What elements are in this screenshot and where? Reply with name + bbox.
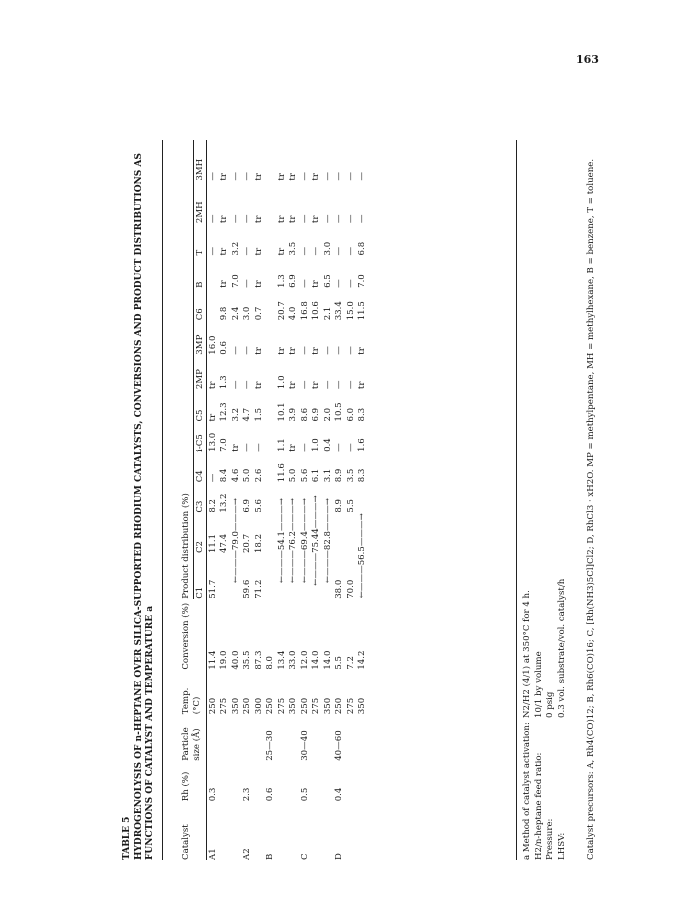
table-row	[242, 140, 254, 860]
cell-value: 0.6	[219, 341, 230, 355]
cell-value	[265, 452, 277, 482]
cell-catalyst: A2	[242, 848, 253, 860]
cell-value	[345, 513, 357, 553]
cell-value: —	[345, 279, 356, 288]
cell-value: —	[334, 443, 345, 452]
cell-rh: 0.6	[265, 787, 276, 802]
cell-value: 3.0	[322, 241, 333, 256]
cell-catalyst	[219, 801, 231, 860]
cell-value: 8.9	[334, 468, 345, 483]
cell-particle	[322, 714, 334, 761]
cell-value: tr	[219, 173, 230, 181]
cell-value: 5.5	[345, 498, 356, 513]
cell-value: —	[230, 172, 241, 181]
cell-value: 7.0	[219, 438, 230, 452]
col-header: C6	[194, 308, 205, 321]
cell-value: 2.1	[322, 306, 333, 321]
cell-value: 47.4	[219, 533, 230, 554]
note-key: Pressure:	[545, 818, 555, 860]
cell-span-value: ←———69.4———→	[299, 497, 310, 584]
cell-value: 5.6	[253, 498, 264, 513]
cell-span-value: ←———82.8———→	[322, 497, 333, 584]
cell-value: 1.5	[253, 407, 264, 422]
cell-value: 1.0	[276, 375, 287, 390]
cell-value: 3.2	[230, 407, 241, 422]
cell-value: 6.1	[311, 468, 322, 483]
cell-conv: 14.0	[311, 650, 322, 670]
cell-value: —	[299, 346, 310, 355]
cell-value: tr	[207, 413, 218, 422]
cell-value: —	[322, 172, 333, 181]
cell-value: —	[334, 172, 345, 181]
cell-value: 6.9	[288, 274, 299, 288]
cell-particle	[242, 714, 254, 761]
cell-value: 9.8	[219, 306, 230, 321]
cell-value: 6.9	[311, 407, 322, 422]
cell-value	[265, 320, 277, 354]
cell-span-value: ←———54.1———→	[276, 497, 287, 584]
cell-particle	[219, 714, 231, 761]
cell-value	[265, 223, 277, 255]
cell-value	[219, 553, 231, 599]
cell-value: 1.0	[311, 438, 322, 452]
cell-value: 3.2	[230, 241, 241, 256]
cell-rh	[322, 761, 334, 802]
cell-value: —	[253, 443, 264, 452]
cell-value: 3.5	[345, 468, 356, 483]
cell-value: 3.0	[242, 306, 253, 321]
cell-value: —	[345, 214, 356, 224]
cell-particle	[311, 714, 323, 761]
cell-value: 0.4	[322, 438, 333, 452]
cell-value: 6.8	[357, 241, 368, 256]
col-header: B	[194, 281, 205, 288]
cell-value: 4.6	[230, 468, 241, 483]
cell-conv: 12.0	[299, 650, 310, 670]
cell-value: tr	[311, 173, 322, 181]
cell-value: 20.7	[242, 533, 253, 554]
note-key: a Method of catalyst activation:	[522, 722, 532, 860]
cell-catalyst: C	[299, 853, 310, 860]
cell-value: 7.0	[230, 274, 241, 288]
footnotes	[522, 140, 568, 860]
cell-value: —	[242, 443, 253, 452]
cell-value: —	[345, 346, 356, 355]
table-row	[322, 140, 334, 860]
cell-temp: 350	[357, 697, 368, 715]
table-row	[276, 140, 288, 860]
cell-rh: 2.3	[242, 787, 253, 802]
cell-particle: 40—60	[334, 730, 345, 761]
cell-value: 20.7	[276, 301, 287, 321]
cell-temp: 275	[311, 697, 322, 715]
cell-value: 59.6	[242, 579, 253, 599]
cell-rh	[311, 761, 323, 802]
cell-value: 16.0	[207, 335, 218, 355]
cell-value: 5.0	[288, 468, 299, 483]
cell-value: 6.5	[322, 274, 333, 288]
hdr-rh: Rh (%)	[181, 771, 191, 802]
page-number: 163	[576, 53, 599, 66]
cell-conv: 14.2	[357, 650, 368, 670]
precursors-note: Catalyst precursors: A, Rh4(CO)12; B, Rh6(CO)16; C, [Rh(NH3)5Cl]Cl2; D, RhCl3 · xH2O. MP = methylpentane, MH = methylhexane, B = benzene, T = toluene.	[586, 158, 596, 860]
cell-conv: 8.0	[265, 656, 276, 670]
cell-value: tr	[311, 215, 322, 224]
cell-value: 0.7	[253, 306, 264, 321]
cell-value: 12.3	[219, 402, 230, 422]
cell-value: 10.1	[276, 402, 287, 422]
table-row	[253, 140, 265, 860]
table-row	[219, 140, 231, 860]
cell-value	[265, 355, 277, 389]
cell-value: tr	[288, 173, 299, 181]
cell-rh	[219, 761, 231, 802]
cell-span-value: ←———79.0———→	[230, 497, 241, 584]
cell-particle	[288, 714, 300, 761]
table-row	[207, 140, 219, 860]
table-row	[334, 140, 346, 860]
cell-catalyst	[357, 801, 369, 860]
cell-value: tr	[288, 444, 299, 452]
cell-value: 11.1	[207, 533, 218, 554]
cell-rh	[253, 761, 265, 802]
cell-value: tr	[357, 347, 368, 355]
cell-value: —	[207, 172, 218, 181]
cell-value: 5.0	[242, 468, 253, 483]
col-header: 2MP	[194, 369, 205, 390]
top-rule	[162, 140, 163, 860]
cell-value: 2.6	[253, 468, 264, 483]
cell-conv: 11.4	[207, 650, 218, 670]
cell-value: tr	[276, 347, 287, 355]
cell-value: tr	[253, 215, 264, 224]
cell-value: tr	[253, 280, 264, 288]
hdr-particle: Particle size (Å)	[181, 727, 202, 761]
cell-value	[265, 256, 277, 288]
cell-temp: 275	[276, 697, 287, 715]
cell-temp: 300	[253, 697, 264, 715]
cell-value: 8.3	[357, 407, 368, 422]
cell-value: tr	[276, 215, 287, 224]
cell-value: 71.2	[253, 579, 264, 599]
cell-catalyst	[230, 801, 242, 860]
table-label: TABLE 5	[122, 816, 132, 860]
cell-value: 5.6	[299, 468, 310, 483]
cell-conv: 14.0	[322, 650, 333, 670]
cell-value: —	[299, 214, 310, 224]
cell-conv: 87.3	[253, 650, 264, 670]
cell-span-value: ←———75.44———→	[311, 495, 322, 586]
cell-value	[207, 256, 219, 288]
cell-temp: 275	[345, 697, 356, 715]
cell-value: —	[334, 214, 345, 224]
cell-value: 10.5	[334, 402, 345, 422]
cell-temp: 275	[219, 697, 230, 715]
cell-value: 38.0	[334, 579, 345, 599]
cell-value: —	[299, 172, 310, 181]
col-header: 2MH	[194, 201, 205, 224]
table-row	[230, 140, 242, 860]
note-line	[534, 140, 546, 860]
cell-value: —	[345, 443, 356, 452]
cell-conv: 7.2	[345, 656, 356, 670]
cell-value: 3.1	[322, 468, 333, 483]
cell-value: tr	[253, 347, 264, 355]
col-header: C4	[194, 470, 205, 483]
cell-catalyst	[276, 801, 288, 860]
cell-value: —	[230, 346, 241, 355]
cell-value: —	[334, 346, 345, 355]
cell-rh	[357, 761, 369, 802]
cell-value: —	[242, 172, 253, 181]
cell-value: —	[242, 380, 253, 390]
cell-value: —	[322, 346, 333, 355]
cell-span-value: ←———76.2———→	[288, 497, 299, 584]
cell-value: 33.4	[334, 301, 345, 321]
cell-value	[265, 389, 277, 421]
cell-value: —	[357, 214, 368, 224]
cell-value: tr	[219, 280, 230, 288]
cell-value: 1.3	[219, 375, 230, 390]
cell-temp: 350	[230, 697, 241, 715]
cell-temp: 350	[322, 697, 333, 715]
cell-value: 51.7	[207, 579, 218, 599]
cell-catalyst	[345, 801, 357, 860]
cell-value: —	[207, 214, 218, 224]
cell-value: tr	[357, 381, 368, 390]
cell-value: —	[242, 246, 253, 256]
cell-value: —	[357, 172, 368, 181]
cell-value: —	[242, 279, 253, 288]
cell-value: —	[242, 214, 253, 224]
cell-catalyst: D	[334, 853, 345, 860]
cell-conv: 13.4	[276, 650, 287, 670]
cell-conv: 19.0	[219, 650, 230, 670]
cell-value: 4.0	[288, 306, 299, 321]
col-header: C2	[194, 540, 205, 554]
note-line	[557, 140, 569, 860]
cell-value	[265, 422, 277, 452]
cell-value: tr	[288, 381, 299, 390]
col-header: C3	[194, 500, 205, 513]
cell-value: 70.0	[345, 579, 356, 599]
cell-particle	[357, 714, 369, 761]
cell-value: tr	[207, 381, 218, 390]
cell-value: —	[207, 246, 218, 256]
table-row	[357, 140, 369, 860]
cell-rh	[230, 761, 242, 802]
note-line	[522, 140, 534, 860]
cell-value: tr	[276, 247, 287, 256]
cell-value: 11.6	[276, 463, 287, 483]
cell-catalyst: B	[265, 853, 276, 860]
cell-value	[334, 513, 346, 553]
cell-value: —	[334, 246, 345, 256]
cell-value: —	[345, 246, 356, 256]
cell-value: 15.0	[345, 301, 356, 321]
cell-value: —	[230, 214, 241, 224]
cell-conv: 35.5	[242, 650, 253, 670]
cell-particle	[276, 714, 288, 761]
cell-value: tr	[219, 247, 230, 256]
cell-value: 8.3	[357, 468, 368, 483]
note-value: N2/H2 (4/1) at 350°C for 4 h.	[522, 590, 532, 718]
cell-value: tr	[253, 173, 264, 181]
cell-catalyst	[253, 801, 265, 860]
cell-value: 4.7	[242, 407, 253, 422]
cell-value: —	[322, 380, 333, 390]
cell-value: tr	[288, 347, 299, 355]
cell-value: —	[242, 346, 253, 355]
table-row	[288, 140, 300, 860]
hdr-conversion: Conversion (%)	[181, 602, 191, 670]
cell-value: 13.0	[207, 432, 218, 452]
col-header: 3MP	[194, 334, 205, 355]
cell-catalyst	[311, 801, 323, 860]
cell-rh	[288, 761, 300, 802]
cell-temp: 250	[334, 697, 345, 715]
note-value: 0 psig	[545, 691, 555, 718]
note-value: 0.3 vol. substrate/vol. catalyst/h	[556, 578, 567, 718]
cell-value	[207, 288, 219, 320]
cell-temp: 250	[265, 697, 276, 715]
cell-value	[265, 553, 277, 599]
note-key: LHSV:	[556, 832, 567, 860]
cell-value: 1.1	[276, 438, 287, 452]
table-row	[299, 140, 311, 860]
cell-rh: 0.5	[299, 787, 310, 802]
cell-value: 6.9	[242, 498, 253, 513]
cell-value: tr	[311, 280, 322, 288]
cell-temp: 250	[299, 697, 310, 715]
cell-value: 16.8	[299, 301, 310, 321]
cell-value: —	[345, 380, 356, 390]
cell-value	[265, 482, 277, 512]
bottom-rule	[516, 140, 517, 860]
rotated-table-block	[120, 120, 640, 860]
table-title: HYDROGENOLYSIS OF n-HEPTANE OVER SILICA-SUPPORTED RHODIUM CATALYSTS, CONVERSIONS AND PRODUCT DISTRIBUTIONS AS FUNCTIONS OF CATALYST AND TEMPERATURE a	[134, 153, 156, 860]
col-header: T	[194, 249, 205, 256]
cell-value: —	[299, 279, 310, 288]
cell-value: —	[207, 473, 218, 483]
cell-value: —	[334, 279, 345, 288]
col-header: 3MH	[194, 158, 205, 181]
cell-particle	[207, 714, 219, 761]
cell-particle	[253, 714, 265, 761]
data-table	[180, 140, 368, 860]
cell-value: 10.6	[311, 301, 322, 321]
hdr-catalyst: Catalyst	[181, 824, 191, 860]
cell-value: tr	[311, 347, 322, 355]
cell-value: —	[311, 246, 322, 256]
cell-value	[357, 482, 369, 512]
table-row	[265, 140, 277, 860]
cell-particle	[345, 714, 357, 761]
hdr-temp: Temp. (°C)	[181, 687, 202, 715]
cell-value: —	[322, 214, 333, 224]
cell-rh	[276, 761, 288, 802]
cell-value	[265, 181, 277, 224]
cell-value	[265, 140, 277, 181]
cell-value: tr	[276, 173, 287, 181]
cell-value: 6.0	[345, 407, 356, 422]
col-header: i-C5	[194, 434, 205, 452]
cell-value: —	[230, 380, 241, 390]
cell-value: 11.5	[357, 301, 368, 321]
cell-value: tr	[311, 381, 322, 390]
cell-value: 1.3	[276, 274, 287, 288]
cell-value: 8.6	[299, 407, 310, 422]
cell-span-value: ←———56.5———→	[357, 513, 368, 599]
col-header: C5	[194, 409, 205, 422]
cell-particle: 25—30	[265, 730, 276, 761]
cell-value: —	[299, 443, 310, 452]
note-key: H2/n-heptane feed ratio:	[533, 752, 544, 860]
cell-value: 3.9	[288, 407, 299, 422]
note-value: 10/1 by volume	[533, 651, 544, 718]
cell-value: 13.2	[219, 493, 230, 513]
table-row	[345, 140, 357, 860]
cell-particle	[230, 714, 242, 761]
cell-value: tr	[219, 215, 230, 224]
cell-value: —	[299, 246, 310, 256]
cell-value: tr	[253, 381, 264, 390]
cell-value: 7.0	[357, 274, 368, 288]
cell-rh: 0.3	[207, 787, 218, 802]
cell-value: tr	[288, 215, 299, 224]
cell-rh	[345, 761, 357, 802]
cell-value: 8.9	[334, 498, 345, 513]
col-header: C1	[194, 586, 205, 599]
cell-value: tr	[253, 247, 264, 256]
cell-rh: 0.4	[334, 787, 345, 802]
cell-temp: 350	[288, 697, 299, 715]
cell-value	[265, 513, 277, 553]
cell-conv: 33.0	[288, 650, 299, 670]
cell-value: tr	[230, 444, 241, 452]
cell-temp: 250	[242, 697, 253, 715]
cell-value: —	[345, 172, 356, 181]
cell-conv: 40.0	[230, 650, 241, 670]
cell-value: 8.4	[219, 468, 230, 483]
cell-temp: 250	[207, 697, 218, 715]
hdr-product: Product distribution (%)	[180, 140, 193, 599]
cell-catalyst: A1	[207, 848, 218, 860]
cell-value: 3.5	[288, 241, 299, 256]
cell-value: 1.6	[357, 438, 368, 452]
cell-value: 8.2	[207, 498, 218, 513]
cell-value	[265, 288, 277, 320]
cell-conv: 5.5	[334, 656, 345, 670]
cell-value: 18.2	[253, 533, 264, 554]
table-row	[311, 140, 323, 860]
cell-value: 2.0	[322, 407, 333, 422]
cell-catalyst	[322, 801, 334, 860]
cell-value: —	[299, 380, 310, 390]
cell-catalyst	[288, 801, 300, 860]
cell-value: 2.4	[230, 306, 241, 321]
cell-value: —	[334, 380, 345, 390]
note-line	[545, 140, 557, 860]
cell-particle: 30—40	[299, 730, 310, 761]
